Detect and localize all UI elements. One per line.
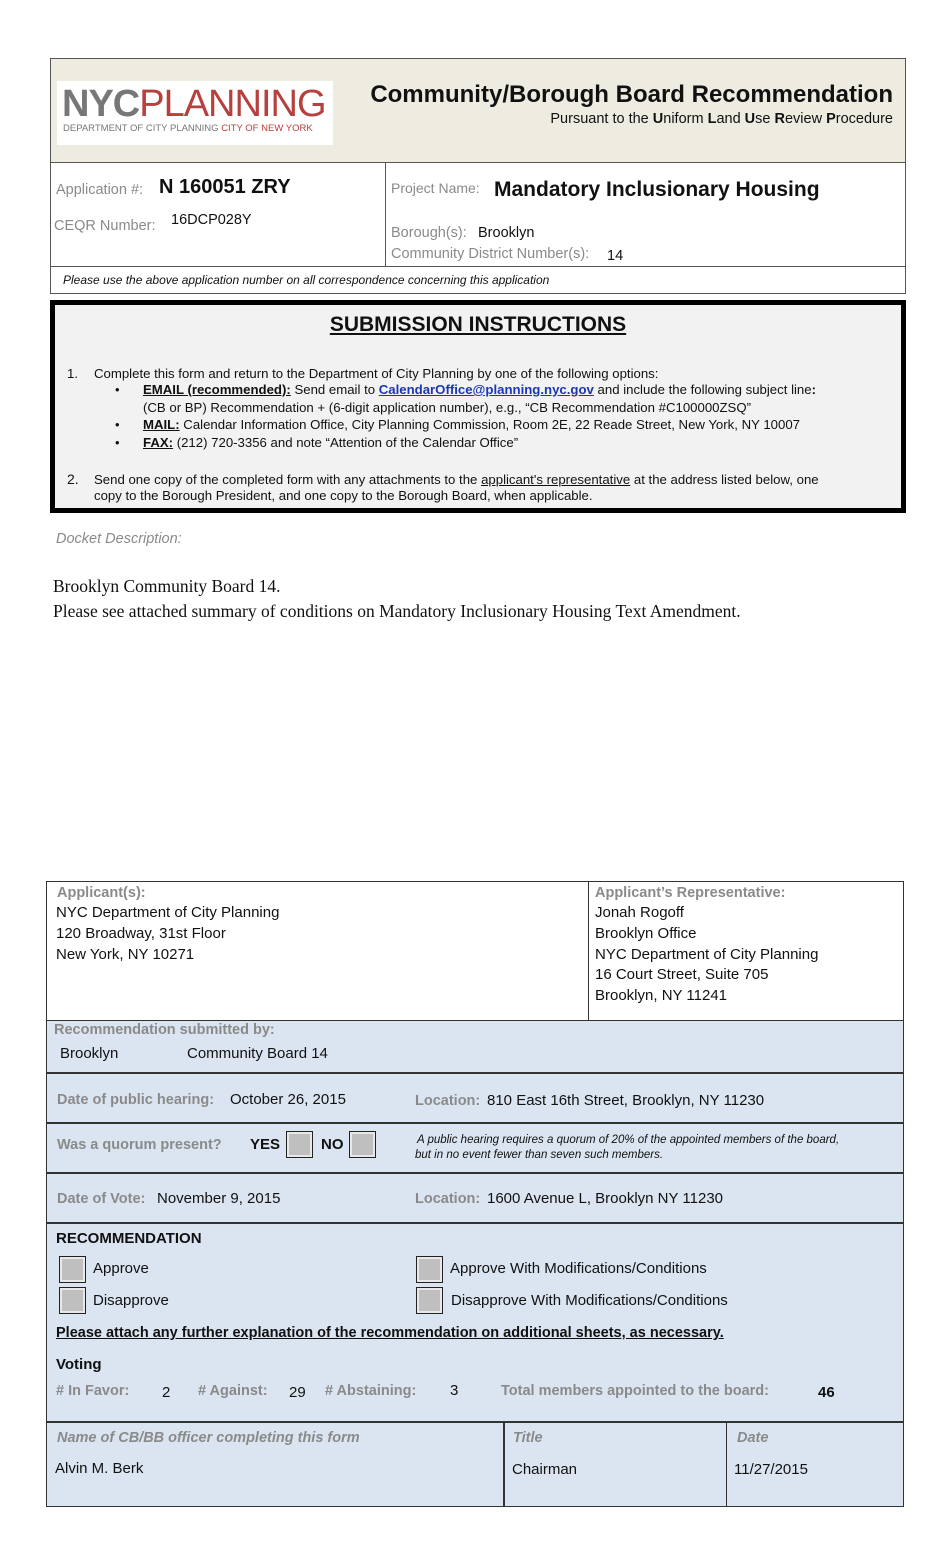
form-header <box>50 58 906 163</box>
nyc-planning-logo <box>57 81 333 145</box>
bullet-icon: • <box>115 382 120 397</box>
item-2-text: Send one copy of the completed form with any attachments to the applicant's representative at the address listed below, one <box>94 472 819 487</box>
bullet-icon: • <box>115 417 120 432</box>
quorum-yes-label: YES <box>250 1136 281 1153</box>
quorum-note-line2: but in no event fewer than seven such members. <box>415 1149 664 1161</box>
representative-line: NYC Department of City Planning <box>595 946 819 963</box>
officer-title-label: Title <box>513 1430 543 1446</box>
correspondence-notice: Please use the above application number on all correspondence concerning this application <box>50 266 906 294</box>
quorum-note-line1: A public hearing requires a quorum of 20% of the appointed members of the board, <box>417 1134 840 1146</box>
form-title: Community/Borough Board Recommendation <box>370 81 893 108</box>
vote-date: November 9, 2015 <box>157 1190 281 1207</box>
quorum-label: Was a quorum present? <box>57 1137 222 1153</box>
disapprove-label: Disapprove <box>93 1292 169 1309</box>
in-favor-label: # In Favor: <box>56 1383 130 1399</box>
approve-with-modifications-label: Approve With Modifications/Conditions <box>450 1260 707 1277</box>
applicant-label: Applicant(s): <box>57 885 146 901</box>
docket-line-1: Brooklyn Community Board 14. <box>53 576 281 596</box>
fax-instruction: FAX: (212) 720-3356 and note “Attention of the Calendar Office” <box>143 435 519 450</box>
approve-checkbox[interactable] <box>59 1256 86 1283</box>
against-label: # Against: <box>198 1383 268 1399</box>
district-label: Community District Number(s): <box>391 246 590 262</box>
disapprove-with-modifications-label: Disapprove With Modifications/Conditions <box>451 1292 728 1309</box>
officer-date: 11/27/2015 <box>734 1461 808 1478</box>
representative-line: Brooklyn Office <box>595 925 697 942</box>
representative-line: Brooklyn, NY 11241 <box>595 987 728 1004</box>
officer-name-label: Name of CB/BB officer completing this form <box>57 1430 360 1446</box>
vote-date-label: Date of Vote: <box>57 1191 146 1207</box>
against-count: 29 <box>289 1384 306 1401</box>
logo-tagline: DEPARTMENT OF CITY PLANNING CITY OF NEW YORK <box>63 123 313 134</box>
item-1-text: Complete this form and return to the Department of City Planning by one of the following options: <box>94 366 659 381</box>
disapprove-with-modifications-checkbox[interactable] <box>416 1287 443 1314</box>
vote-location-label: Location: <box>415 1191 481 1207</box>
project-name: Mandatory Inclusionary Housing <box>494 178 820 201</box>
applicant-line: 120 Broadway, 31st Floor <box>56 925 226 942</box>
email-instruction: EMAIL (recommended): Send email to CalendarOffice@planning.nyc.gov and include the following subject line: <box>143 382 817 397</box>
officer-name: Alvin M. Berk <box>55 1460 144 1477</box>
representative-line: Jonah Rogoff <box>595 904 684 921</box>
form-subtitle: Pursuant to the Uniform Land Use Review Procedure <box>550 111 893 127</box>
ceqr-number: 16DCP028Y <box>171 212 252 228</box>
abstaining-label: # Abstaining: <box>325 1383 417 1399</box>
total-members-count: 46 <box>818 1384 835 1401</box>
quorum-no-checkbox[interactable] <box>349 1131 376 1158</box>
approve-label: Approve <box>93 1260 149 1277</box>
recommendation-form <box>46 881 904 1507</box>
application-number: N 160051 ZRY <box>159 176 291 198</box>
item-1-number: 1. <box>67 366 78 381</box>
total-members-label: Total members appointed to the board: <box>501 1383 769 1399</box>
officer-date-label: Date <box>737 1430 769 1446</box>
hearing-location: 810 East 16th Street, Brooklyn, NY 11230 <box>487 1092 765 1109</box>
approve-with-modifications-checkbox[interactable] <box>416 1256 443 1283</box>
item-2-number: 2. <box>67 471 79 487</box>
submitted-by-borough: Brooklyn <box>60 1045 119 1062</box>
submitted-by-label: Recommendation submitted by: <box>54 1022 275 1038</box>
hearing-date-label: Date of public hearing: <box>57 1092 215 1108</box>
quorum-yes-checkbox[interactable] <box>286 1131 313 1158</box>
in-favor-count: 2 <box>162 1384 171 1401</box>
hearing-date: October 26, 2015 <box>230 1091 346 1108</box>
bullet-icon: • <box>115 435 120 450</box>
abstaining-count: 3 <box>450 1382 459 1399</box>
ceqr-number-label: CEQR Number: <box>54 218 156 234</box>
attach-explanation-note: Please attach any further explanation of the recommendation on additional sheets, as necessary. <box>56 1325 724 1341</box>
representative-label: Applicant’s Representative: <box>595 885 786 901</box>
applicant-line: New York, NY 10271 <box>56 946 195 963</box>
docket-description-label: Docket Description: <box>56 531 182 547</box>
application-number-label: Application #: <box>56 182 144 198</box>
borough-value: Brooklyn <box>478 225 535 241</box>
officer-title: Chairman <box>512 1461 578 1478</box>
docket-line-2: Please see attached summary of conditions on Mandatory Inclusionary Housing Text Amendment. <box>53 601 741 621</box>
representative-line: 16 Court Street, Suite 705 <box>595 966 769 983</box>
logo-wordmark: NYCPLANNING <box>62 83 326 125</box>
email-link[interactable]: CalendarOffice@planning.nyc.gov <box>378 382 594 397</box>
submission-instructions <box>50 300 906 513</box>
hearing-location-label: Location: <box>415 1093 481 1109</box>
district-value: 14 <box>607 248 624 264</box>
mail-instruction: MAIL: Calendar Information Office, City Planning Commission, Room 2E, 22 Reade Street, New York, NY 10007 <box>143 417 800 432</box>
recommendation-title: RECOMMENDATION <box>56 1230 202 1247</box>
email-subject-example: (CB or BP) Recommendation + (6-digit application number), e.g., “CB Recommendation #C100000ZSQ” <box>143 400 752 415</box>
applicant-line: NYC Department of City Planning <box>56 904 280 921</box>
item-2-text-line2: copy to the Borough President, and one copy to the Borough Board, when applicable. <box>94 488 593 503</box>
instructions-title: SUBMISSION INSTRUCTIONS <box>329 313 627 336</box>
submitted-by-board: Community Board 14 <box>187 1045 328 1062</box>
disapprove-checkbox[interactable] <box>59 1287 86 1314</box>
quorum-no-label: NO <box>321 1136 344 1153</box>
project-name-label: Project Name: <box>391 180 480 196</box>
application-info <box>50 162 906 267</box>
representative-link[interactable]: applicant's representative <box>481 472 631 487</box>
voting-title: Voting <box>56 1356 102 1373</box>
vote-location: 1600 Avenue L, Brooklyn NY 11230 <box>487 1190 724 1207</box>
borough-label: Borough(s): <box>391 225 467 241</box>
